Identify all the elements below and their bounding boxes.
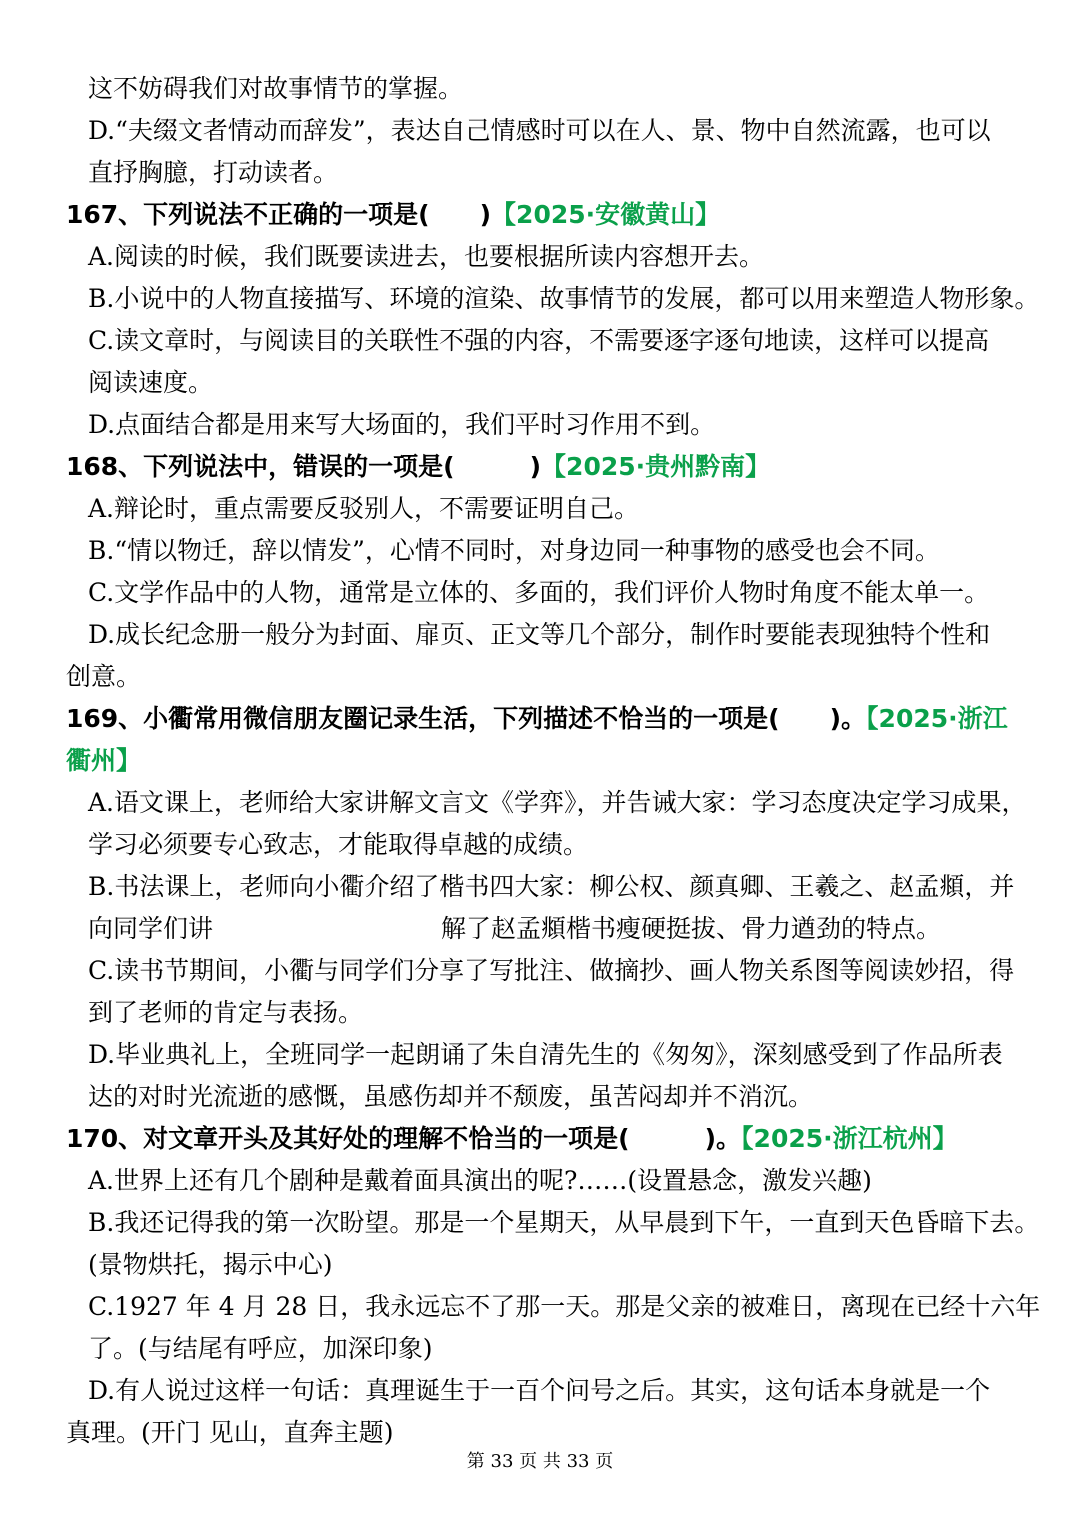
- option-a: A.阅读的时候，我们既要读进去，也要根据所读内容想开去。: [88, 242, 765, 271]
- question-source-cont: 衢州】: [66, 746, 142, 775]
- question-source: 【2025·浙江: [866, 704, 1008, 733]
- option-b-cont: [0, 909, 1080, 949]
- question-stem: 169、小衢常用微信朋友圈记录生活，下列描述不恰当的一项是( )。: [66, 704, 867, 733]
- question-source: 【2025·安徽黄山】: [491, 200, 721, 229]
- question-source: 【2025·贵州黔南】: [541, 452, 771, 481]
- option-b-part2: 解了赵孟頫楷书瘦硬挺拔、骨力遒劲的特点。: [441, 914, 942, 943]
- option-c: C.1927 年 4 月 28 日，我永远忘不了那一天。那是父亲的被难日，离现在已经十六年: [88, 1292, 1041, 1321]
- question-168: [0, 447, 1080, 487]
- option-a: A.辩论时，重点需要反驳别人，不需要证明自己。: [88, 494, 640, 523]
- option-c: C.读书节期间，小衢与同学们分享了写批注、做摘抄、画人物关系图等阅读妙招，得: [88, 956, 1015, 985]
- option-d: D.毕业典礼上，全班同学一起朗诵了朱自清先生的《匆匆》，深刻感受到了作品所表: [88, 1040, 1003, 1069]
- option-b: B.我还记得我的第一次盼望。那是一个星期天，从早晨到下午，一直到天色昏暗下去。: [88, 1208, 1040, 1237]
- text-line: 这不妨碍我们对故事情节的掌握。: [88, 74, 464, 103]
- page-footer: 第 33 页 共 33 页: [466, 1451, 614, 1472]
- option-d: D.点面结合都是用来写大场面的，我们平时习作用不到。: [88, 410, 716, 439]
- option-d-cont: 达的对时光流逝的感慨，虽感伤却并不颓废，虽苦闷却并不消沉。: [88, 1082, 814, 1111]
- option-a-cont: 学习必须要专心致志，才能取得卓越的成绩。: [88, 830, 589, 859]
- question-167: [0, 195, 1080, 235]
- question-stem: 170、对文章开头及其好处的理解不恰当的一项是( )。: [66, 1124, 742, 1153]
- question-stem: 167、下列说法不正确的一项是( ): [66, 200, 492, 229]
- option-c-cont: 到了老师的肯定与表扬。: [88, 998, 364, 1027]
- option-d-cont: 创意。: [66, 662, 142, 691]
- option-d: D.成长纪念册一般分为封面、扉页、正文等几个部分，制作时要能表现独特个性和: [88, 620, 991, 649]
- option-c-cont: 了。(与结尾有呼应，加深印象): [88, 1334, 433, 1363]
- option-a: A.语文课上，老师给大家讲解文言文《学弈》，并告诫大家：学习态度决定学习成果，: [88, 788, 1027, 817]
- option-c: C.文学作品中的人物，通常是立体的、多面的，我们评价人物时角度不能太单一。: [88, 578, 990, 607]
- option-b: B.小说中的人物直接描写、环境的渲染、故事情节的发展，都可以用来塑造人物形象。: [88, 284, 1040, 313]
- option-d-line: D.“夫缀文者情动而辞发”，表达自己情感时可以在人、景、物中自然流露，也可以: [88, 116, 991, 145]
- option-d: D.有人说过这样一句话：真理诞生于一百个问号之后。其实，这句话本身就是一个: [88, 1376, 991, 1405]
- option-b: B.“情以物迁，辞以情发”，心情不同时，对身边同一种事物的感受也会不同。: [88, 536, 940, 565]
- option-b: B.书法课上，老师向小衢介绍了楷书四大家：柳公权、颜真卿、王羲之、赵孟頫，并: [88, 872, 1015, 901]
- option-d-cont: 真理。(开门 见山，直奔主题): [66, 1418, 394, 1447]
- question-169-cont: [0, 741, 1080, 781]
- option-c: C.读文章时，与阅读目的关联性不强的内容，不需要逐字逐句地读，这样可以提高: [88, 326, 990, 355]
- option-b-part1: 向同学们讲: [88, 914, 214, 943]
- option-d-line: 直抒胸臆，打动读者。: [88, 158, 339, 187]
- question-stem: 168、下列说法中，错误的一项是( ): [66, 452, 542, 481]
- question-source: 【2025·浙江杭州】: [741, 1124, 958, 1153]
- option-b-cont: (景物烘托，揭示中心): [88, 1250, 333, 1279]
- question-169: [0, 699, 1080, 739]
- option-c-cont: 阅读速度。: [88, 368, 214, 397]
- option-a: A.世界上还有几个剧种是戴着面具演出的呢?……(设置悬念，激发兴趣): [88, 1166, 872, 1195]
- question-170: [0, 1119, 1080, 1159]
